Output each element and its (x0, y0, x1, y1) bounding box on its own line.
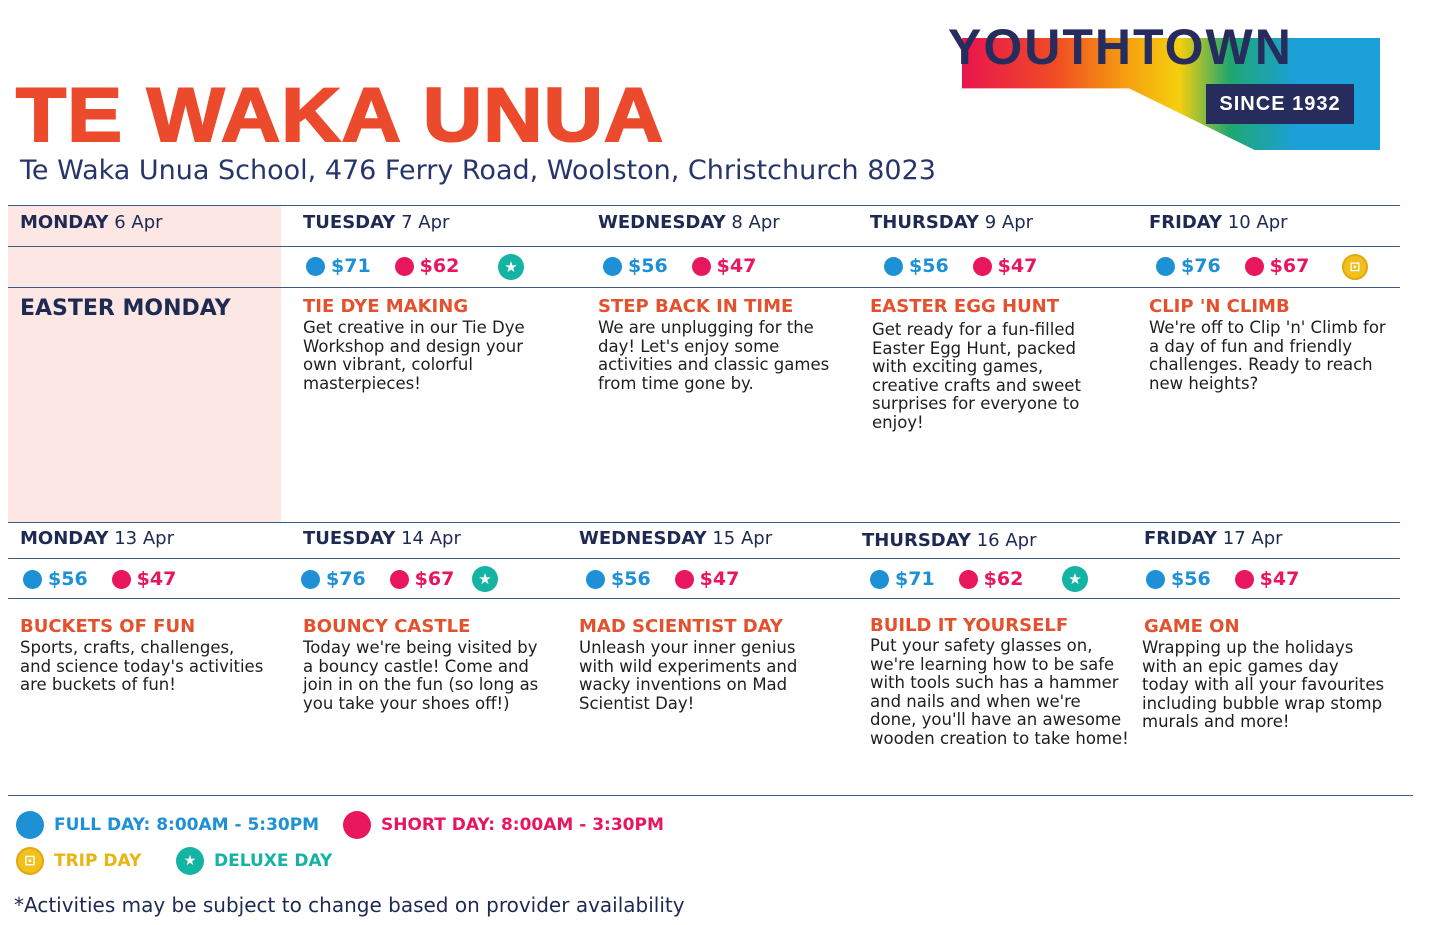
holiday-label: EASTER MONDAY (20, 296, 231, 321)
full-day-price: $56 (48, 568, 88, 590)
activity-description: We're off to Clip 'n' Climb for a day of fun and friendly challenges. Ready to reach new heights? (1149, 318, 1386, 393)
easter-monday-cell (8, 206, 281, 522)
divider (8, 246, 1400, 247)
bus-icon: ⊡ (16, 847, 44, 875)
short-day-price: $62 (419, 255, 460, 277)
full-day-dot-icon (306, 257, 325, 276)
day-header: THURSDAY 16 Apr (862, 530, 1037, 551)
legend-label: FULL DAY: 8:00AM - 5:30PM (54, 815, 320, 835)
youthtown-logo (948, 19, 1382, 154)
activity-description: Get ready for a fun-filled Easter Egg Hunt, packed with exciting games, creative crafts and sweet surprises for everyone to enjoy! (872, 320, 1081, 432)
legend-deluxe-day (176, 847, 332, 875)
activity-description: Put your safety glasses on, we're learning how to be safe with tools such has a hammer and nails and when we're done, you'll have an awesome wooden creation to take home! (870, 636, 1129, 748)
bus-icon: ⊡ (1342, 254, 1368, 280)
activity-title: EASTER EGG HUNT (870, 296, 1060, 317)
activity-title: CLIP 'N CLIMB (1149, 296, 1290, 317)
star-icon: ★ (498, 254, 524, 280)
full-day-price: $71 (331, 255, 371, 277)
full-day-dot-icon (23, 570, 42, 589)
short-day-dot-icon (390, 570, 409, 589)
divider (8, 287, 1400, 288)
full-day-price: $56 (628, 255, 668, 277)
legend-label: SHORT DAY: 8:00AM - 3:30PM (381, 815, 664, 835)
full-day-dot-icon (301, 570, 320, 589)
legend-full-day (16, 811, 319, 839)
short-day-dot-icon (973, 257, 992, 276)
full-day-dot-icon (1146, 570, 1165, 589)
short-day-dot-icon (1245, 257, 1264, 276)
short-day-dot-icon (692, 257, 711, 276)
short-day-dot-icon (112, 570, 131, 589)
star-icon: ★ (472, 566, 498, 592)
price-row (586, 568, 739, 590)
activity-description: Get creative in our Tie Dye Workshop and design your own vibrant, colorful masterpieces! (303, 318, 525, 393)
full-day-price: $56 (611, 568, 651, 590)
full-day-dot-icon (16, 811, 44, 839)
day-header: WEDNESDAY 8 Apr (598, 212, 780, 233)
full-day-dot-icon (884, 257, 903, 276)
short-day-price: $47 (1259, 568, 1300, 590)
short-day-price: $47 (997, 255, 1038, 277)
full-day-dot-icon (1156, 257, 1175, 276)
price-row (603, 255, 756, 277)
divider (8, 558, 1400, 559)
activity-title: MAD SCIENTIST DAY (579, 616, 783, 637)
activity-title: STEP BACK IN TIME (598, 296, 794, 317)
legend-short-day (343, 811, 664, 839)
full-day-price: $56 (1171, 568, 1211, 590)
activity-description: Wrapping up the holidays with an epic games day today with all your favourites including bubble wrap stomp murals and more! (1142, 638, 1385, 731)
divider (8, 795, 1413, 796)
full-day-price: $76 (326, 568, 366, 590)
activity-title: GAME ON (1144, 616, 1240, 637)
full-day-price: $76 (1181, 255, 1221, 277)
activity-description: Today we're being visited by a bouncy castle! Come and join in on the fun (so long as you take your shoes off!) (303, 638, 539, 713)
divider (8, 205, 1400, 206)
day-header: TUESDAY 7 Apr (303, 212, 450, 233)
day-header: MONDAY 6 Apr (20, 212, 163, 233)
short-day-dot-icon (959, 570, 978, 589)
activity-description: We are unplugging for the day! Let's enjoy some activities and classic games from time gone by. (598, 318, 830, 393)
full-day-dot-icon (870, 570, 889, 589)
full-day-dot-icon (603, 257, 622, 276)
page-title: TE WAKA UNUA (16, 73, 665, 158)
activity-title: BUILD IT YOURSELF (870, 615, 1069, 636)
price-row (1156, 255, 1309, 277)
activity-description: Sports, crafts, challenges, and science today's activities are buckets of fun! (20, 638, 264, 694)
logo-wordmark: YOUTHTOWN (948, 19, 1293, 75)
day-header: MONDAY 13 Apr (20, 528, 174, 549)
divider (8, 522, 1400, 523)
legend-label: DELUXE DAY (214, 851, 333, 871)
footnote: *Activities may be subject to change based on provider availability (14, 893, 685, 917)
day-header: FRIDAY 10 Apr (1149, 212, 1288, 233)
short-day-price: $47 (136, 568, 177, 590)
short-day-price: $62 (983, 568, 1024, 590)
price-row (870, 568, 1023, 590)
full-day-price: $71 (895, 568, 935, 590)
short-day-price: $47 (699, 568, 740, 590)
legend-trip-day (16, 847, 141, 875)
activity-title: BOUNCY CASTLE (303, 616, 471, 637)
short-day-dot-icon (343, 811, 371, 839)
legend-label: TRIP DAY (54, 851, 142, 871)
full-day-dot-icon (586, 570, 605, 589)
star-icon: ★ (176, 847, 204, 875)
short-day-price: $67 (1269, 255, 1310, 277)
short-day-dot-icon (675, 570, 694, 589)
price-row (301, 568, 454, 590)
activity-title: TIE DYE MAKING (303, 296, 469, 317)
short-day-dot-icon (395, 257, 414, 276)
short-day-price: $47 (716, 255, 757, 277)
activity-description: Unleash your inner genius with wild experiments and wacky inventions on Mad Scientist Day! (579, 638, 798, 713)
price-row (23, 568, 176, 590)
divider (8, 598, 1400, 599)
logo-since-badge: SINCE 1932 (1206, 84, 1354, 124)
day-header: THURSDAY 9 Apr (870, 212, 1034, 233)
day-header: WEDNESDAY 15 Apr (579, 528, 773, 549)
activity-title: BUCKETS OF FUN (20, 616, 196, 637)
price-row (1146, 568, 1299, 590)
price-row (306, 255, 459, 277)
venue-address: Te Waka Unua School, 476 Ferry Road, Woolston, Christchurch 8023 (20, 155, 936, 186)
day-header: FRIDAY 17 Apr (1144, 528, 1283, 549)
full-day-price: $56 (909, 255, 949, 277)
short-day-price: $67 (414, 568, 455, 590)
short-day-dot-icon (1235, 570, 1254, 589)
price-row (884, 255, 1037, 277)
star-icon: ★ (1062, 566, 1088, 592)
day-header: TUESDAY 14 Apr (303, 528, 461, 549)
